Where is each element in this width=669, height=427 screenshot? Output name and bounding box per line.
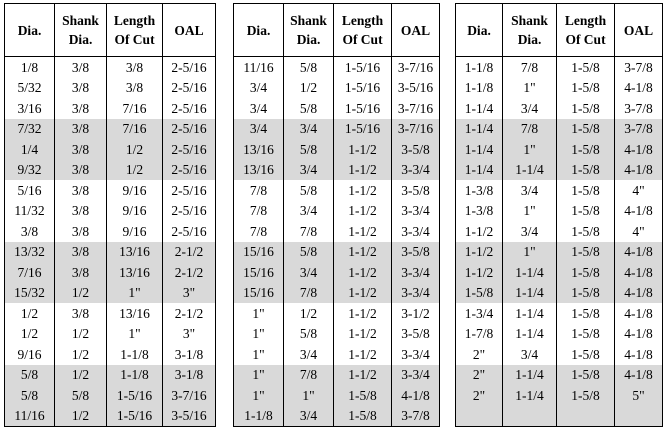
- shank-dia-cell: 1/2: [55, 283, 107, 304]
- shank-dia-cell: 3/8: [55, 221, 107, 242]
- oal-cell: 4-1/8: [615, 365, 663, 386]
- oal-cell: 4": [615, 180, 663, 201]
- length-of-cut-cell: 13/16: [107, 242, 163, 263]
- length-of-cut-cell: 1-5/8: [557, 98, 615, 119]
- dia-cell: 11/32: [5, 201, 55, 222]
- shank-dia-cell: 1/2: [55, 406, 107, 427]
- oal-cell: 4-1/8: [615, 324, 663, 345]
- oal-cell: 3-7/8: [615, 119, 663, 140]
- oal-cell: 3-5/8: [392, 324, 440, 345]
- table-row: [456, 262, 663, 283]
- length-of-cut-cell: 1-1/2: [334, 180, 392, 201]
- oal-cell: 4-1/8: [615, 139, 663, 160]
- dia-cell: 11/16: [234, 57, 284, 78]
- length-of-cut-cell: 1": [107, 283, 163, 304]
- oal-cell: 4-1/8: [615, 201, 663, 222]
- oal-cell: 3-1/8: [163, 365, 216, 386]
- shank-dia-cell: 1-1/4: [503, 283, 557, 304]
- table-row: [5, 242, 216, 263]
- length-of-cut-cell: 13/16: [107, 303, 163, 324]
- spec-table-3: [455, 3, 663, 427]
- dia-cell: 2": [456, 344, 503, 365]
- shank-dia-cell: 3/4: [284, 160, 334, 181]
- shank-dia-cell: 3/8: [55, 78, 107, 99]
- dia-cell: 3/4: [234, 119, 284, 140]
- shank-dia-cell: 3/8: [55, 201, 107, 222]
- dia-cell: [456, 406, 503, 427]
- table-row: [5, 221, 216, 242]
- dia-cell: 13/32: [5, 242, 55, 263]
- table-row: [234, 242, 440, 263]
- length-of-cut-cell: 1-1/2: [334, 201, 392, 222]
- shank-dia-cell: 7/8: [284, 221, 334, 242]
- oal-header: OAL: [615, 4, 663, 57]
- shank-dia-cell: 1": [503, 139, 557, 160]
- header-row: [5, 4, 216, 57]
- length-of-cut-header: Length Of Cut: [334, 4, 392, 57]
- length-of-cut-cell: 1/2: [107, 139, 163, 160]
- dia-cell: 1": [234, 324, 284, 345]
- oal-cell: 3-3/4: [392, 283, 440, 304]
- table-row: [234, 324, 440, 345]
- oal-cell: 3-7/16: [163, 385, 216, 406]
- length-of-cut-cell: 9/16: [107, 180, 163, 201]
- shank-dia-cell: 7/8: [284, 283, 334, 304]
- oal-cell: 4-1/8: [392, 385, 440, 406]
- table-row: [5, 262, 216, 283]
- oal-cell: 2-5/16: [163, 160, 216, 181]
- table-row: [234, 139, 440, 160]
- table-row: [5, 324, 216, 345]
- table-row: [234, 119, 440, 140]
- dia-cell: 5/8: [5, 385, 55, 406]
- shank-dia-cell: 3/4: [284, 119, 334, 140]
- dia-cell: 2": [456, 365, 503, 386]
- length-of-cut-cell: 1-5/8: [557, 344, 615, 365]
- length-of-cut-cell: 1-5/8: [557, 242, 615, 263]
- oal-cell: 3-7/8: [615, 98, 663, 119]
- dia-cell: 1-1/4: [456, 98, 503, 119]
- dia-cell: 3/4: [234, 98, 284, 119]
- oal-cell: 4-1/8: [615, 242, 663, 263]
- shank-dia-cell: 1": [284, 385, 334, 406]
- table-row: [234, 385, 440, 406]
- oal-cell: 2-5/16: [163, 57, 216, 78]
- table-row: [456, 344, 663, 365]
- table-row: [5, 160, 216, 181]
- dia-cell: 1/4: [5, 139, 55, 160]
- length-of-cut-cell: 1-5/8: [557, 262, 615, 283]
- dia-cell: 1-1/8: [456, 57, 503, 78]
- oal-cell: 4": [615, 221, 663, 242]
- length-of-cut-cell: 1-1/8: [107, 365, 163, 386]
- oal-cell: 2-1/2: [163, 262, 216, 283]
- shank-dia-cell: 3/4: [284, 344, 334, 365]
- dia-cell: 1": [234, 303, 284, 324]
- shank-dia-cell: 1-1/4: [503, 385, 557, 406]
- length-of-cut-cell: 1-5/8: [557, 221, 615, 242]
- dia-header: Dia.: [234, 4, 284, 57]
- oal-cell: 5": [615, 385, 663, 406]
- dia-cell: 3/16: [5, 98, 55, 119]
- oal-cell: 2-5/16: [163, 139, 216, 160]
- shank-dia-cell: 5/8: [284, 57, 334, 78]
- dia-cell: 15/32: [5, 283, 55, 304]
- oal-cell: 2-5/16: [163, 180, 216, 201]
- shank-dia-cell: 3/8: [55, 242, 107, 263]
- oal-cell: 3-1/2: [392, 303, 440, 324]
- dia-cell: 7/16: [5, 262, 55, 283]
- shank-dia-header: Shank Dia.: [503, 4, 557, 57]
- length-of-cut-cell: 1-5/8: [557, 324, 615, 345]
- oal-cell: 3-5/16: [392, 78, 440, 99]
- table-row: [456, 139, 663, 160]
- length-of-cut-cell: 1": [107, 324, 163, 345]
- dia-cell: 1-7/8: [456, 324, 503, 345]
- length-of-cut-header: Length Of Cut: [107, 4, 163, 57]
- table-row: [5, 57, 216, 78]
- dia-cell: 1-1/4: [456, 119, 503, 140]
- oal-cell: 4-1/8: [615, 283, 663, 304]
- table-row: [5, 78, 216, 99]
- oal-cell: 3-5/8: [392, 180, 440, 201]
- length-of-cut-cell: 1-5/8: [557, 365, 615, 386]
- shank-dia-cell: 3/8: [55, 139, 107, 160]
- shank-dia-cell: 5/8: [284, 98, 334, 119]
- table-row: [456, 406, 663, 427]
- length-of-cut-cell: 1-1/8: [107, 344, 163, 365]
- dia-cell: 1": [234, 365, 284, 386]
- length-of-cut-cell: 1-1/2: [334, 262, 392, 283]
- oal-cell: [615, 406, 663, 427]
- length-of-cut-cell: 1-5/16: [334, 98, 392, 119]
- oal-cell: 3-3/4: [392, 201, 440, 222]
- dia-cell: 2": [456, 385, 503, 406]
- oal-cell: 3": [163, 324, 216, 345]
- table-row: [234, 406, 440, 427]
- shank-dia-cell: 1": [503, 242, 557, 263]
- oal-cell: 3-5/8: [392, 242, 440, 263]
- length-of-cut-cell: 1-5/8: [557, 78, 615, 99]
- dia-cell: 5/16: [5, 180, 55, 201]
- dia-cell: 3/8: [5, 221, 55, 242]
- shank-dia-cell: 1/2: [55, 324, 107, 345]
- table-row: [5, 365, 216, 386]
- table-row: [456, 283, 663, 304]
- dia-cell: 7/8: [234, 201, 284, 222]
- length-of-cut-cell: 3/8: [107, 57, 163, 78]
- shank-dia-cell: 1-1/4: [503, 262, 557, 283]
- dia-cell: 15/16: [234, 262, 284, 283]
- table-row: [234, 201, 440, 222]
- dia-header: Dia.: [456, 4, 503, 57]
- oal-cell: 3-7/8: [392, 406, 440, 427]
- dia-cell: 5/32: [5, 78, 55, 99]
- spec-table-2: [233, 3, 440, 427]
- table-row: [456, 365, 663, 386]
- shank-dia-cell: 5/8: [284, 324, 334, 345]
- length-of-cut-cell: 1-5/8: [557, 201, 615, 222]
- dia-cell: 5/8: [5, 365, 55, 386]
- oal-cell: 3-3/4: [392, 221, 440, 242]
- table-row: [234, 57, 440, 78]
- oal-cell: 3-7/16: [392, 57, 440, 78]
- oal-cell: 3-7/16: [392, 119, 440, 140]
- oal-cell: 3-1/8: [163, 344, 216, 365]
- table-row: [456, 119, 663, 140]
- shank-dia-cell: 1": [503, 201, 557, 222]
- dia-cell: 1/2: [5, 303, 55, 324]
- table-row: [234, 344, 440, 365]
- table-row: [456, 242, 663, 263]
- length-of-cut-cell: 1-5/8: [557, 119, 615, 140]
- table-row: [456, 303, 663, 324]
- table-row: [456, 57, 663, 78]
- dia-cell: 1-3/4: [456, 303, 503, 324]
- dia-cell: 7/8: [234, 180, 284, 201]
- shank-dia-cell: 1-1/4: [503, 160, 557, 181]
- shank-dia-cell: 7/8: [503, 57, 557, 78]
- shank-dia-cell: 1/2: [55, 365, 107, 386]
- length-of-cut-cell: 1-1/2: [334, 160, 392, 181]
- shank-dia-cell: 3/8: [55, 262, 107, 283]
- shank-dia-cell: 3/4: [503, 180, 557, 201]
- length-of-cut-cell: 13/16: [107, 262, 163, 283]
- oal-cell: 3-5/16: [163, 406, 216, 427]
- length-of-cut-cell: 1-5/16: [107, 406, 163, 427]
- table-row: [5, 385, 216, 406]
- dia-cell: 13/16: [234, 139, 284, 160]
- oal-cell: 3-5/8: [392, 139, 440, 160]
- length-of-cut-cell: 1-5/8: [557, 283, 615, 304]
- shank-dia-cell: 1-1/4: [503, 365, 557, 386]
- length-of-cut-cell: 1-5/8: [334, 406, 392, 427]
- table-row: [5, 180, 216, 201]
- oal-cell: 4-1/8: [615, 303, 663, 324]
- shank-dia-cell: 1/2: [55, 344, 107, 365]
- shank-dia-cell: 5/8: [284, 180, 334, 201]
- length-of-cut-cell: 1/2: [107, 160, 163, 181]
- dia-cell: 1-3/8: [456, 201, 503, 222]
- oal-cell: 4-1/8: [615, 262, 663, 283]
- length-of-cut-cell: 7/16: [107, 98, 163, 119]
- length-of-cut-cell: 7/16: [107, 119, 163, 140]
- oal-cell: 3-3/4: [392, 344, 440, 365]
- dia-header: Dia.: [5, 4, 55, 57]
- table-row: [456, 180, 663, 201]
- shank-dia-cell: 3/4: [503, 221, 557, 242]
- shank-dia-cell: 3/8: [55, 57, 107, 78]
- dia-cell: 1-1/2: [456, 242, 503, 263]
- shank-dia-cell: 3/8: [55, 180, 107, 201]
- oal-cell: 4-1/8: [615, 344, 663, 365]
- shank-dia-cell: 3/8: [55, 119, 107, 140]
- length-of-cut-cell: 1-1/2: [334, 242, 392, 263]
- dia-cell: 1/2: [5, 324, 55, 345]
- dia-cell: 1-3/8: [456, 180, 503, 201]
- spec-table-1: [4, 3, 216, 427]
- table-row: [234, 160, 440, 181]
- length-of-cut-cell: 1-1/2: [334, 139, 392, 160]
- table-row: [456, 385, 663, 406]
- table-row: [5, 303, 216, 324]
- shank-dia-cell: 7/8: [503, 119, 557, 140]
- table-row: [234, 180, 440, 201]
- dia-cell: 1-1/8: [456, 78, 503, 99]
- shank-dia-cell: 1/2: [284, 303, 334, 324]
- oal-cell: 3-3/4: [392, 262, 440, 283]
- length-of-cut-cell: 1-5/16: [334, 78, 392, 99]
- dia-cell: 1/8: [5, 57, 55, 78]
- oal-cell: 2-5/16: [163, 98, 216, 119]
- oal-cell: 2-1/2: [163, 303, 216, 324]
- oal-cell: 2-5/16: [163, 119, 216, 140]
- oal-cell: 3-3/4: [392, 365, 440, 386]
- dia-cell: 1-1/2: [456, 221, 503, 242]
- shank-dia-cell: 3/8: [55, 98, 107, 119]
- oal-cell: 2-5/16: [163, 78, 216, 99]
- table-row: [5, 98, 216, 119]
- oal-header: OAL: [163, 4, 216, 57]
- shank-dia-cell: 3/8: [55, 303, 107, 324]
- shank-dia-cell: 5/8: [284, 139, 334, 160]
- shank-dia-header: Shank Dia.: [55, 4, 107, 57]
- table-row: [456, 324, 663, 345]
- table-row: [234, 283, 440, 304]
- header-row: [456, 4, 663, 57]
- oal-cell: 3": [163, 283, 216, 304]
- shank-dia-cell: 3/8: [55, 160, 107, 181]
- dia-cell: 1-5/8: [456, 283, 503, 304]
- header-row: [234, 4, 440, 57]
- length-of-cut-cell: 1-1/2: [334, 324, 392, 345]
- table-row: [456, 201, 663, 222]
- table-row: [456, 160, 663, 181]
- dia-cell: 13/16: [234, 160, 284, 181]
- shank-dia-cell: 5/8: [55, 385, 107, 406]
- shank-dia-cell: 5/8: [284, 242, 334, 263]
- table-row: [456, 98, 663, 119]
- dia-cell: 1": [234, 344, 284, 365]
- table-row: [5, 119, 216, 140]
- shank-dia-cell: 1-1/4: [503, 324, 557, 345]
- length-of-cut-cell: 1-1/2: [334, 365, 392, 386]
- oal-cell: 3-7/16: [392, 98, 440, 119]
- shank-dia-cell: 3/4: [284, 406, 334, 427]
- length-of-cut-cell: 1-5/8: [557, 303, 615, 324]
- dia-cell: 9/32: [5, 160, 55, 181]
- oal-cell: 3-3/4: [392, 160, 440, 181]
- dia-cell: 3/4: [234, 78, 284, 99]
- table-row: [234, 78, 440, 99]
- table-row: [5, 139, 216, 160]
- dia-cell: 11/16: [5, 406, 55, 427]
- oal-cell: 2-5/16: [163, 201, 216, 222]
- length-of-cut-cell: 1-1/2: [334, 303, 392, 324]
- table-row: [5, 201, 216, 222]
- table-row: [234, 365, 440, 386]
- oal-cell: 4-1/8: [615, 78, 663, 99]
- shank-dia-cell: 1/2: [284, 78, 334, 99]
- table-row: [234, 221, 440, 242]
- length-of-cut-header: Length Of Cut: [557, 4, 615, 57]
- dia-cell: 1-1/4: [456, 160, 503, 181]
- shank-dia-cell: 3/4: [284, 262, 334, 283]
- oal-header: OAL: [392, 4, 440, 57]
- length-of-cut-cell: 1-1/2: [334, 221, 392, 242]
- length-of-cut-cell: 1-1/2: [334, 283, 392, 304]
- table-row: [234, 98, 440, 119]
- length-of-cut-cell: 1-5/8: [557, 160, 615, 181]
- length-of-cut-cell: 1-5/16: [107, 385, 163, 406]
- dia-cell: 7/8: [234, 221, 284, 242]
- length-of-cut-cell: 1-5/8: [334, 385, 392, 406]
- dia-cell: 1": [234, 385, 284, 406]
- dia-cell: 1-1/4: [456, 139, 503, 160]
- table-row: [456, 221, 663, 242]
- dia-cell: 1-1/8: [234, 406, 284, 427]
- table-row: [456, 78, 663, 99]
- length-of-cut-cell: 9/16: [107, 221, 163, 242]
- length-of-cut-cell: 1-5/16: [334, 119, 392, 140]
- shank-dia-cell: [503, 406, 557, 427]
- length-of-cut-cell: 1-5/8: [557, 180, 615, 201]
- dia-cell: 9/16: [5, 344, 55, 365]
- shank-dia-cell: 1": [503, 78, 557, 99]
- oal-cell: 3-7/8: [615, 57, 663, 78]
- length-of-cut-cell: [557, 406, 615, 427]
- shank-dia-cell: 3/4: [503, 98, 557, 119]
- oal-cell: 2-1/2: [163, 242, 216, 263]
- length-of-cut-cell: 1-5/8: [557, 385, 615, 406]
- oal-cell: 2-5/16: [163, 221, 216, 242]
- length-of-cut-cell: 1-5/8: [557, 139, 615, 160]
- shank-dia-cell: 7/8: [284, 365, 334, 386]
- dia-cell: 1-1/2: [456, 262, 503, 283]
- shank-dia-header: Shank Dia.: [284, 4, 334, 57]
- table-row: [234, 303, 440, 324]
- table-row: [234, 262, 440, 283]
- oal-cell: 4-1/8: [615, 160, 663, 181]
- length-of-cut-cell: 9/16: [107, 201, 163, 222]
- shank-dia-cell: 3/4: [284, 201, 334, 222]
- table-row: [5, 344, 216, 365]
- length-of-cut-cell: 3/8: [107, 78, 163, 99]
- dia-cell: 15/16: [234, 283, 284, 304]
- table-row: [5, 406, 216, 427]
- length-of-cut-cell: 1-1/2: [334, 344, 392, 365]
- dia-cell: 15/16: [234, 242, 284, 263]
- table-row: [5, 283, 216, 304]
- shank-dia-cell: 1-1/4: [503, 303, 557, 324]
- dia-cell: 7/32: [5, 119, 55, 140]
- length-of-cut-cell: 1-5/8: [557, 57, 615, 78]
- shank-dia-cell: 3/4: [503, 344, 557, 365]
- length-of-cut-cell: 1-5/16: [334, 57, 392, 78]
